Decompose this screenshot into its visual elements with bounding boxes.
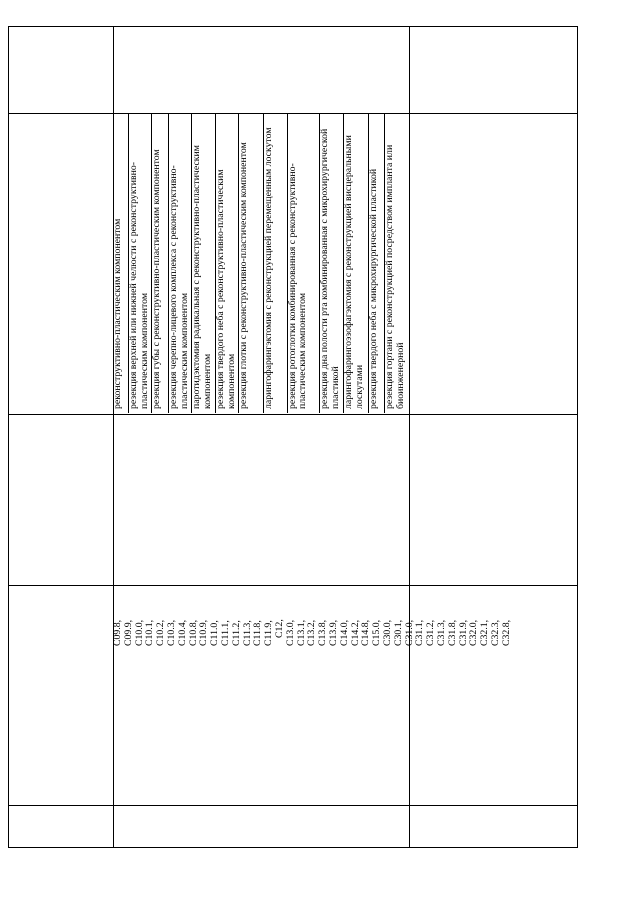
icd-code: C15.0, (371, 619, 383, 646)
method-entry: резекция твердого неба с микрохирургической пластикой (369, 113, 385, 413)
icd-code: C32.0, (468, 619, 480, 646)
icd-code: C31.1, (414, 619, 426, 646)
icd-code: C11.2, (230, 620, 242, 646)
icd-code: C12, (273, 619, 285, 638)
methods-list (113, 113, 409, 413)
icd-code: C11.3, (241, 620, 253, 646)
method-entry: резекция твердого неба с реконструктивно-пластическим компонентом (216, 113, 239, 413)
column-divider (409, 27, 410, 847)
icd-code: C10.0, (133, 619, 145, 646)
icd-code: C31.8, (446, 619, 458, 646)
icd-code: C14.0, (338, 619, 350, 646)
icd-code: C10.3, (165, 619, 177, 646)
icd-code: C10.1, (144, 619, 156, 646)
icd-code: C09.9, (122, 619, 134, 646)
icd-code: C31.2, (425, 619, 437, 646)
method-entry: резекция черепно-лицевого комплекса с реконструктивно-пластическим компонентом (169, 113, 192, 413)
icd-code: C11.1, (219, 620, 231, 646)
icd-code: C13.2, (306, 619, 318, 646)
table-frame (8, 26, 578, 848)
codes-cell (112, 585, 512, 650)
method-entry: ларингофарингоэзофагэктомия с реконструкцией висцеральными лоскутами (344, 113, 369, 413)
method-entry: резекция ротоглотки комбинированная с реконструктивно-пластическим компонентом (288, 113, 320, 413)
row-divider (9, 805, 577, 806)
method-entry: резекция глотки с реконструктивно-пластическим компонентом (239, 113, 263, 413)
method-entry: резекция губы с реконструктивно-пластическим компонентом (152, 113, 169, 413)
methods-cell (113, 113, 409, 413)
icd-code: C11.8, (252, 620, 264, 646)
icd-code: C13.0, (284, 619, 296, 646)
icd-code: C10.2, (155, 619, 167, 646)
icd-code: C11.0, (209, 620, 221, 646)
icd-code: C32.8, (500, 619, 512, 646)
icd-code: C32.1, (479, 619, 491, 646)
icd-code: C13.8, (317, 619, 329, 646)
icd-code: C13.1, (295, 619, 307, 646)
icd-code: C30.1, (392, 619, 404, 646)
icd-code: C32.3, (489, 619, 501, 646)
method-entry: резекция дна полости рта комбинированная с микрохирургической пластикой (320, 113, 344, 413)
icd-code: C31.9, (457, 619, 469, 646)
icd-code: C10.9, (198, 619, 210, 646)
icd-code: C14.8, (360, 619, 372, 646)
row-divider (9, 414, 577, 415)
icd-code: C13.9, (327, 619, 339, 646)
method-entry: паротидэктомия радикальная с реконструктивно-пластическим компонентом (192, 113, 215, 413)
icd-code: C31.0, (403, 619, 415, 646)
icd-code: C10.4, (176, 619, 188, 646)
icd-code: C31.3, (435, 619, 447, 646)
icd-code: C14.2, (349, 619, 361, 646)
method-entry: ларингофарингэктомия с реконструкцией перемещенным лоскутом (264, 113, 288, 413)
codes-list (112, 581, 512, 650)
icd-code: C11.9, (263, 620, 275, 646)
icd-code: C10.8, (187, 619, 199, 646)
method-entry: резекция гортани с реконструкцией посредством импланта или биоинженерной (384, 144, 406, 409)
method-entry: реконструктивно-пластическим компонентом (113, 113, 129, 413)
method-entry: резекция верхней или нижней челюсти с реконструктивно-пластическим компонентом (129, 113, 152, 413)
icd-code: C30.0, (381, 619, 393, 646)
icd-code: C09.8, (112, 619, 123, 646)
